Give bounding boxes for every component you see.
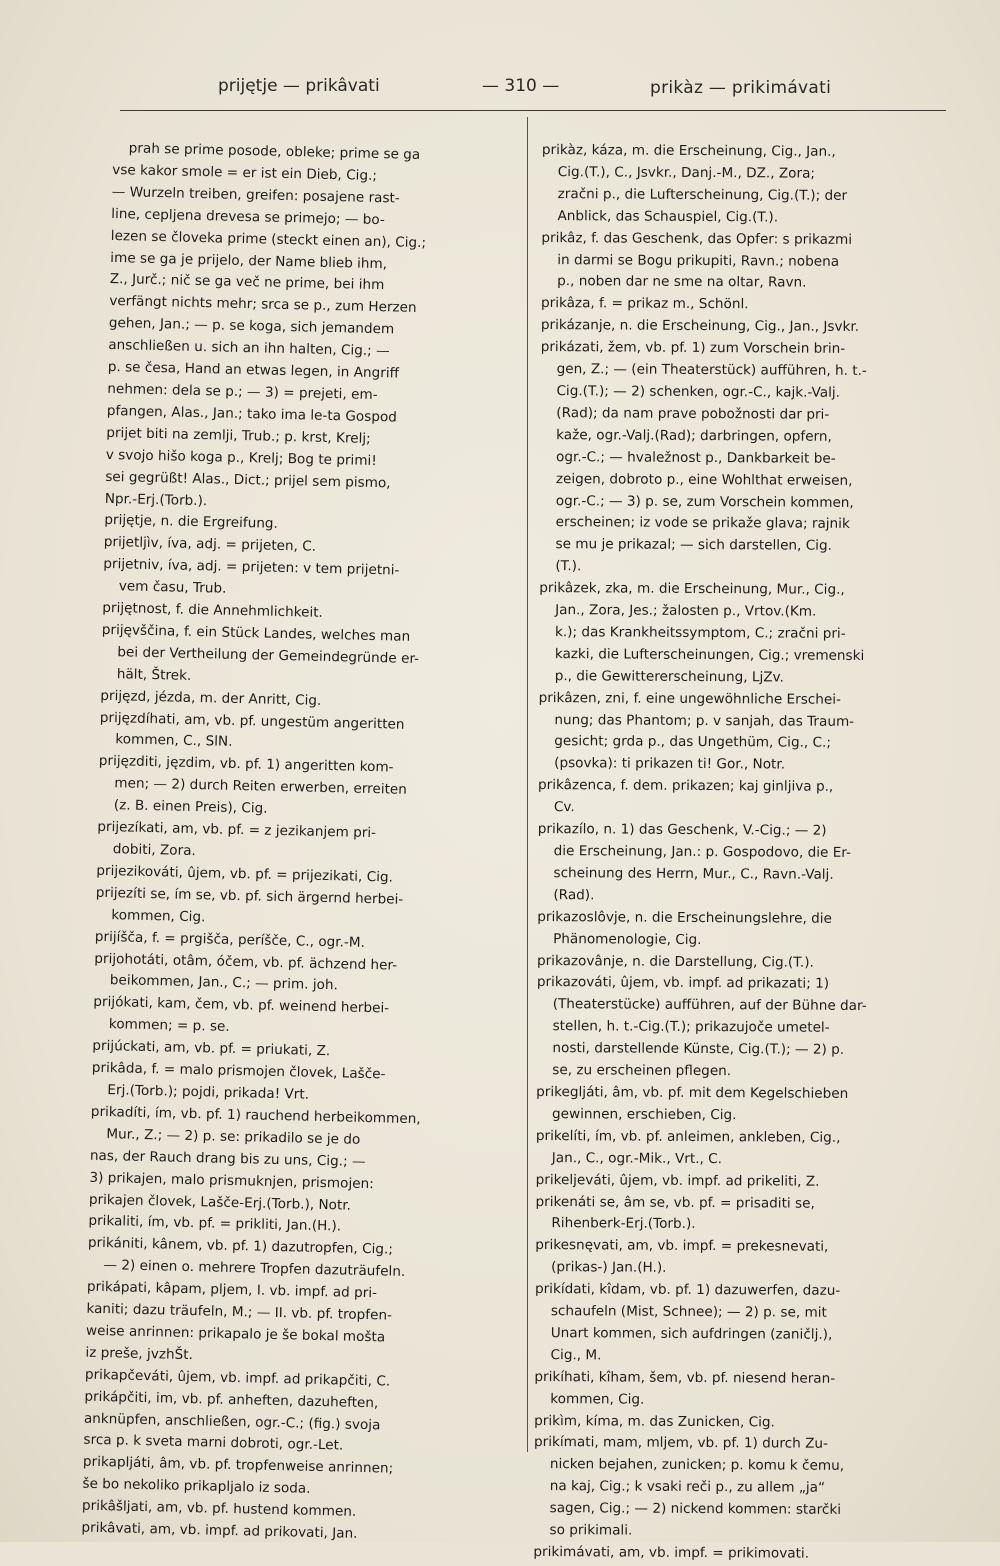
- text-line: prikâz, f. das Geschenk, das Opfer: s prikazmi: [541, 229, 853, 248]
- text-line: prijętje, n. die Ergreifung.: [104, 512, 279, 533]
- text-line: prijezikováti, ûjem, vb. pf. = prijezikati, Cig.: [96, 862, 394, 886]
- text-line: gehen, Jan.; — p. se koga, sich jemandem: [108, 315, 395, 338]
- text-line: p. se česa, Hand an etwas legen, in Angriff: [107, 359, 400, 382]
- text-line: kaže, ogr.-Valj.(Rad); darbringen, opfern,: [556, 426, 832, 445]
- text-line: prikenáti se, âm se, vb. pf. = prisaditi se,: [535, 1193, 815, 1212]
- text-line: prikâšljati, am, vb. pf. hustend kommen.: [81, 1497, 357, 1521]
- text-line: Rihenberk-Erj.(Torb.).: [551, 1215, 696, 1233]
- text-line: prijęzditi, jęzdim, vb. pf. 1) angeritten kom-: [98, 753, 394, 776]
- text-line: prikàz, káza, m. die Erscheinung, Cig., Jan.,: [541, 141, 836, 160]
- text-line: v svojo hišo koga p., Krelj; Bog te primi!: [105, 446, 377, 469]
- text-line: prikâzek, zka, m. die Erscheinung, Mur., Cig.,: [539, 580, 845, 598]
- text-line: line, cepljena drevesa se primejo; — bo-: [111, 205, 386, 228]
- text-line: schaufeln (Mist, Schnee); — 2) p. se, mit: [550, 1303, 827, 1321]
- text-line: prikesnęvati, am, vb. impf. = prekesnevati,: [535, 1237, 829, 1256]
- text-line: 3) prikajen, malo prismuknjen, prismojen:: [89, 1169, 374, 1192]
- text-line: weise anrinnen: prikapalo je še bokal mošta: [85, 1322, 386, 1346]
- text-line: prikâzen, zni, f. eine ungewöhnliche Erschei-: [538, 689, 842, 708]
- text-line: nas, der Rauch drang bis zu uns, Cig.; —: [89, 1147, 366, 1170]
- text-line: Npr.-Erj.(Torb.).: [104, 490, 208, 509]
- text-line: so prikimali.: [549, 1522, 633, 1539]
- text-line: Cig.(T.); — 2) schenken, ogr.-C., kajk.-Valj.: [556, 383, 841, 401]
- text-line: prijęzdíhati, am, vb. pf. ungestüm angeritten: [99, 709, 405, 733]
- text-line: prikelíti, ím, vb. pf. anleimen, ankleben, Cig.,: [535, 1127, 841, 1146]
- header-right-guideword: prikàz — prikimávati: [650, 78, 832, 98]
- right-column: [533, 140, 914, 1566]
- text-line: Cig.(T.), C., Jsvkr., Danj.-M., DZ., Zora;: [557, 164, 816, 182]
- text-line: (prikas-) Jan.(H.).: [551, 1259, 667, 1277]
- text-line: gesicht; grda p., das Ungethüm, Cig., C.;: [554, 733, 832, 752]
- text-line: prikápčiti, im, vb. pf. anheften, dazuheften,: [84, 1388, 379, 1411]
- text-line: kommen, C., SlN.: [115, 731, 233, 751]
- text-line: dobiti, Zora.: [112, 841, 197, 860]
- text-line: prijęzd, jézda, m. der Anritt, Cig.: [100, 687, 322, 709]
- text-line: vse kakor smole = er ist ein Dieb, Cig.;: [112, 161, 378, 184]
- text-line: verfängt nichts mehr; srca se p., zum Herzen: [109, 293, 417, 317]
- text-line: se, zu erscheinen pflegen.: [552, 1062, 732, 1080]
- text-line: lezen se človeka prime (steckt einen an), Cig.;: [110, 227, 427, 251]
- text-line: še bo nekoliko prikapljalo iz soda.: [82, 1475, 311, 1498]
- text-line: prah se prime posode, obleke; prime se ga: [128, 140, 421, 163]
- page-number: — 310 —: [482, 76, 560, 96]
- text-line: prikapljáti, âm, vb. pf. tropfenweise anrinnen;: [82, 1454, 394, 1478]
- text-line: ime se ga je prijelo, der Name blieb ihm,: [110, 249, 388, 272]
- text-line: iz preše, jvzhŠt.: [85, 1344, 194, 1363]
- text-line: prikâzenca, f. dem. prikazen; kaj ginljiva p.,: [538, 777, 834, 796]
- text-line: prijet biti na zemlji, Trub.; p. krst, Krelj;: [106, 424, 371, 447]
- text-line: Unart kommen, sich aufdringen (zaničlj.),: [550, 1325, 833, 1343]
- text-line: prikániti, kânem, vb. pf. 1) dazutropfen, Cig.;: [87, 1235, 394, 1258]
- text-line: Mur., Z.; — 2) p. se: prikadilo se je do: [106, 1125, 361, 1148]
- text-line: Erj.(Torb.); pojdi, prikada! Vrt.: [107, 1082, 310, 1103]
- text-line: Jan., Zora, Jes.; žalosten p., Vrtov.(Km.: [555, 602, 817, 620]
- text-line: Z., Jurč.; nič se ga več ne prime, bei ihm: [109, 271, 385, 294]
- column-divider: [527, 117, 528, 1452]
- text-line: prikìm, kíma, m. das Zunicken, Cig.: [534, 1412, 775, 1431]
- text-line: prikazílo, n. 1) das Geschenk, V.-Cig.; — 2): [537, 821, 827, 839]
- text-line: prijókati, kam, čem, vb. pf. weinend herbei-: [93, 994, 390, 1017]
- text-line: die Erscheinung, Jan.: p. Gospodovo, die Er-: [553, 843, 851, 861]
- text-line: kommen; = p. se.: [108, 1016, 230, 1036]
- text-line: pfangen, Alas., Jan.; tako ima le-ta Gospod: [106, 402, 398, 426]
- text-line: Anblick, das Schauspiel, Cig.(T.).: [557, 207, 779, 226]
- text-line: (Rad).: [553, 886, 595, 904]
- text-line: — 2) einen o. mehrere Tropfen dazuträufeln.: [103, 1257, 406, 1281]
- text-line: nosti, darstellende Künste, Cig.(T.); — 2) p.: [552, 1040, 845, 1059]
- text-line: kaniti; dazu träufeln, M.; — II. vb. pf. tropfen-: [86, 1300, 393, 1324]
- text-line: prikazoslôvje, n. die Erscheinungslehre, die: [537, 908, 832, 927]
- text-line: prikímati, mam, mljem, vb. pf. 1) durch Zu-: [533, 1434, 828, 1453]
- text-line: kommen, Cig.: [111, 906, 206, 926]
- text-line: (Theaterstücke) aufführen, auf der Bühne dar-: [552, 996, 867, 1015]
- text-line: gewinnen, erschieben, Cig.: [552, 1105, 737, 1124]
- header-left-guideword: prijętje — prikâvati: [218, 76, 380, 96]
- text-line: prikadíti, ím, vb. pf. 1) rauchend herbeikommen,: [90, 1103, 421, 1128]
- text-line: prikazováti, ûjem, vb. impf. ad prikazati; 1): [536, 974, 830, 993]
- text-line: anknüpfen, anschließen, ogr.-C.; (fig.) svoja: [83, 1410, 381, 1433]
- text-line: gen, Z.; — (ein Theaterstück) aufführen, h. t.-: [556, 361, 867, 380]
- text-line: prikeljeváti, ûjem, vb. impf. ad prikeliti, Z.: [535, 1171, 820, 1190]
- text-line: Jan., C., ogr.-Mik., Vrt., C.: [551, 1149, 723, 1167]
- left-column: [81, 138, 513, 1549]
- text-line: prikâda, f. = malo prismojen človek, Lašče-: [91, 1059, 386, 1083]
- text-line: k.); das Krankheitssymptom, C.; zračni pri-: [554, 624, 846, 642]
- text-line: — Wurzeln treiben, greifen: posajene rast-: [111, 183, 400, 207]
- text-line: zeigen, dobroto p., eine Wohlthat erweisen,: [555, 470, 853, 489]
- text-line: prikídati, kîdam, vb. pf. 1) dazuwerfen, dazu-: [534, 1281, 841, 1299]
- text-line: prijetljìv, íva, adj. = prijeten, C.: [103, 534, 317, 556]
- text-line: prijezíti se, ím se, vb. pf. sich ärgernd herbei-: [95, 884, 404, 908]
- text-line: Cig., M.: [550, 1346, 602, 1364]
- text-line: prikazovânje, n. die Darstellung, Cig.(T.).: [536, 952, 814, 971]
- text-line: kommen, Cig.: [550, 1390, 645, 1408]
- text-line: prijezíkati, am, vb. pf. = z jezikanjem pri-: [97, 818, 377, 842]
- text-line: Phänomenologie, Cig.: [553, 930, 702, 948]
- text-line: beikommen, Jan., C.; — prim. joh.: [109, 972, 339, 994]
- text-line: sagen, Cig.; — 2) nickend kommen: starčki: [549, 1500, 842, 1519]
- page-header: [100, 76, 945, 106]
- text-line: prikâza, f. = prikaz m., Schönl.: [540, 295, 749, 313]
- text-line: ogr.-C.; — 3) p. se, zum Vorschein kommen,: [555, 492, 854, 511]
- text-line: men; — 2) durch Reiten erwerben, erreiten: [114, 775, 408, 799]
- text-line: kazki, die Lufterscheinungen, Cig.; vremenski: [554, 645, 865, 664]
- text-line: hält, Štrek.: [116, 665, 192, 684]
- text-line: (z. B. einen Preis), Cig.: [113, 797, 268, 817]
- text-line: prijohotáti, otâm, óčem, vb. pf. ächzend her-: [94, 950, 398, 974]
- text-line: (Rad); da nam prave pobožnosti dar pri-: [556, 404, 830, 423]
- text-line: sei gegrüßt! Alas., Dict.; prijel sem pismo,: [105, 468, 391, 491]
- text-line: (psovka): ti prikazen ti! Gor., Notr.: [554, 755, 786, 773]
- text-line: prijętnost, f. die Annehmlichkeit.: [102, 599, 324, 621]
- text-line: prijetniv, íva, adj. = prijeten: v tem prijetni-: [103, 556, 400, 579]
- text-line: stellen, h. t.-Cig.(T.); prikazujoče umetel-: [552, 1018, 830, 1037]
- text-line: Cv.: [553, 799, 575, 816]
- text-line: p., noben dar ne sme na oltar, Ravn.: [557, 273, 807, 292]
- text-line: zračni p., die Lufterscheinung, Cig.(T.); der: [557, 185, 848, 204]
- text-line: nung; das Phantom; p. v sanjah, das Traum-: [554, 711, 855, 730]
- header-rule: [120, 110, 946, 111]
- text-line: se mu je prikazal; — sich darstellen, Cig.: [555, 536, 832, 555]
- text-line: ogr.-C.; — hvaležnost p., Dankbarkeit be-: [556, 448, 836, 467]
- text-line: erscheinen; iz vode se prikaže glava; rajnik: [555, 514, 850, 533]
- text-line: vem času, Trub.: [118, 578, 227, 597]
- text-line: prikázanje, n. die Erscheinung, Cig., Jan., Jsvkr.: [540, 317, 860, 336]
- text-line: prikimávati, am, vb. impf. = prikimovati.: [533, 1543, 810, 1562]
- text-line: srca p. k sveta marni dobroti, ogr.-Let.: [83, 1432, 344, 1455]
- text-line: scheinung des Herrn, Mur., C., Ravn.-Valj.: [553, 864, 834, 883]
- text-line: prijíšča, f. = prgišča, períšče, C., ogr.-M.: [94, 928, 366, 951]
- text-line: p., die Gewittererscheinung, LjZv.: [554, 667, 784, 686]
- text-line: (T.).: [555, 558, 582, 575]
- text-line: prijúckati, am, vb. pf. = priukati, Z.: [92, 1037, 331, 1060]
- text-line: anschließen u. sich an ihn halten, Cig.; —: [108, 337, 390, 360]
- text-line: prikápati, kâpam, pljem, I. vb. impf. ad pri-: [86, 1278, 378, 1302]
- text-line: in darmi se Bogu prikupiti, Ravn.; nobena: [557, 251, 840, 270]
- text-line: prijęvščina, f. ein Stück Landes, welches man: [101, 621, 411, 645]
- text-line: prikâvati, am, vb. impf. ad prikovati, Jan.: [81, 1519, 358, 1542]
- text-line: na kaj, Cig.; k vsaki reči p., zu allem „ja“: [549, 1478, 826, 1497]
- text-line: prikegljáti, âm, vb. pf. mit dem Kegelschieben: [536, 1083, 849, 1102]
- text-line: prikapčeváti, ûjem, vb. impf. ad prikapčiti, C.: [84, 1366, 391, 1390]
- text-line: bei der Vertheilung der Gemeindegründe er-: [117, 644, 420, 667]
- text-line: prikázati, žem, vb. pf. 1) zum Vorschein brin-: [540, 339, 846, 358]
- text-line: nicken bejahen, zunicken; p. komu k čemu,: [549, 1456, 845, 1475]
- text-line: prikaliti, ím, vb. pf. = prikliti, Jan.(H.).: [88, 1213, 342, 1235]
- text-line: prikajen človek, Lašče-Erj.(Torb.), Notr.: [88, 1191, 352, 1214]
- text-line: nehmen: dela se p.; — 3) = prejeti, em-: [107, 380, 378, 404]
- text-line: prikíhati, kîham, šem, vb. pf. niesend heran-: [534, 1368, 836, 1387]
